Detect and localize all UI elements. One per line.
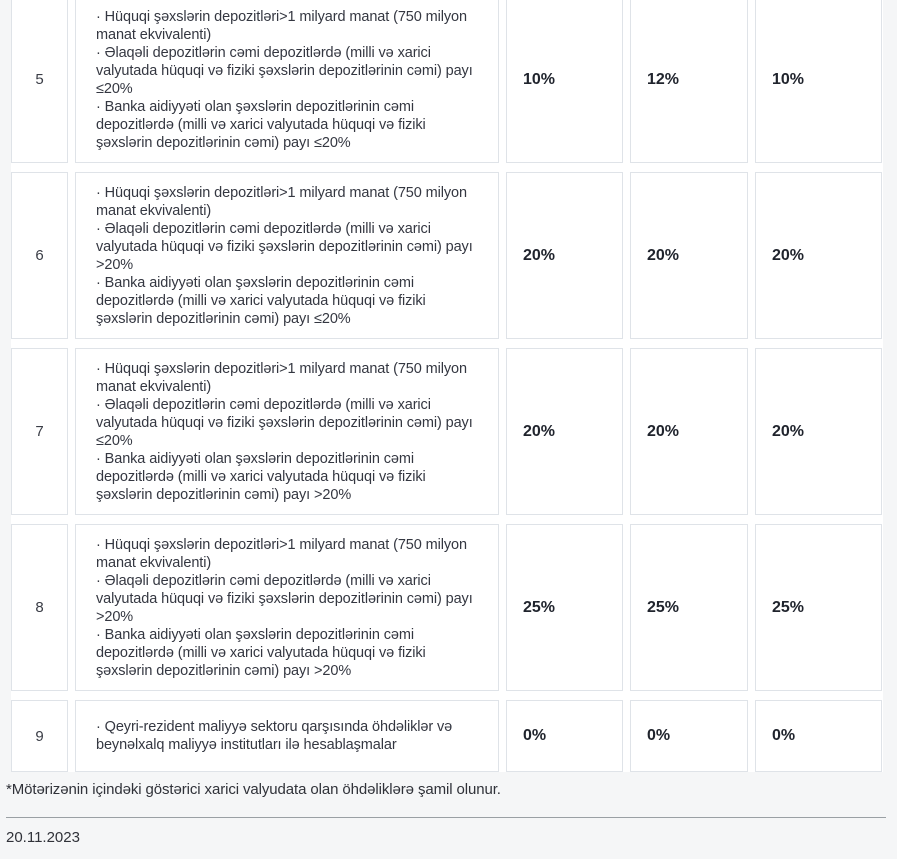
- criteria-bullet: · Əlaqəli depozitlərin cəmi depozitlərdə (milli və xarici valyutada hüquqi və fiziki şəxslərin depozitlərinin cəmi) payı >20%: [96, 572, 473, 625]
- rate-cell-1: 0%: [506, 700, 623, 772]
- criteria-bullet: · Banka aidiyyəti olan şəxslərin depozitlərinin cəmi depozitlərdə (milli və xarici valyutada hüquqi və fiziki şəxslərin depozitlərinin cəmi) payı >20%: [96, 626, 426, 679]
- rate-cell-3: 25%: [755, 524, 882, 691]
- rate-cell-1: 25%: [506, 524, 623, 691]
- criteria-bullet: · Əlaqəli depozitlərin cəmi depozitlərdə (milli və xarici valyutada hüquqi və fiziki şəxslərin depozitlərinin cəmi) payı ≤20%: [96, 44, 473, 97]
- rate-cell-3: 10%: [755, 0, 882, 163]
- row-number-cell: 8: [11, 524, 68, 691]
- criteria-bullet: · Banka aidiyyəti olan şəxslərin depozitlərinin cəmi depozitlərdə (milli və xarici valyutada hüquqi və fiziki şəxslərin depozitlərinin cəmi) payı >20%: [96, 450, 426, 503]
- rate-cell-2: 20%: [630, 172, 748, 339]
- criteria-bullet: · Hüquqi şəxslərin depozitləri>1 milyard manat (750 milyon manat ekvivalenti): [96, 184, 467, 219]
- row-number-cell: 9: [11, 700, 68, 772]
- row-number-cell: 7: [11, 348, 68, 515]
- section-divider: [6, 817, 886, 818]
- criteria-bullet: · Banka aidiyyəti olan şəxslərin depozitlərinin cəmi depozitlərdə (milli və xarici valyutada hüquqi və fiziki şəxslərin depozitlərinin cəmi) payı ≤20%: [96, 98, 426, 151]
- rate-cell-1: 20%: [506, 348, 623, 515]
- rate-cell-2: 0%: [630, 700, 748, 772]
- criteria-cell: [75, 0, 499, 163]
- rate-cell-3: 20%: [755, 172, 882, 339]
- criteria-cell: [75, 700, 499, 772]
- rate-cell-3: 20%: [755, 348, 882, 515]
- criteria-bullet: · Əlaqəli depozitlərin cəmi depozitlərdə (milli və xarici valyutada hüquqi və fiziki şəxslərin depozitlərinin cəmi) payı >20%: [96, 220, 473, 273]
- reserve-norms-table: [11, 0, 883, 772]
- row-number-cell: 6: [11, 172, 68, 339]
- rate-cell-1: 20%: [506, 172, 623, 339]
- rate-cell-2: 20%: [630, 348, 748, 515]
- criteria-bullet: · Hüquqi şəxslərin depozitləri>1 milyard manat (750 milyon manat ekvivalenti): [96, 360, 467, 395]
- rate-cell-3: 0%: [755, 700, 882, 772]
- criteria-bullet: · Əlaqəli depozitlərin cəmi depozitlərdə (milli və xarici valyutada hüquqi və fiziki şəxslərin depozitlərinin cəmi) payı ≤20%: [96, 396, 473, 449]
- publication-date: 20.11.2023: [6, 829, 80, 846]
- footnote-text: *Mötərizənin içindəki göstərici xarici valyudata olan öhdəliklərə şamil olunur.: [6, 781, 501, 798]
- criteria-bullet: · Hüquqi şəxslərin depozitləri>1 milyard manat (750 milyon manat ekvivalenti): [96, 8, 467, 43]
- rate-cell-2: 25%: [630, 524, 748, 691]
- criteria-cell: [75, 348, 499, 515]
- criteria-cell: [75, 524, 499, 691]
- criteria-bullet: · Hüquqi şəxslərin depozitləri>1 milyard manat (750 milyon manat ekvivalenti): [96, 536, 467, 571]
- rates-table-body: [11, 0, 883, 772]
- rate-cell-2: 12%: [630, 0, 748, 163]
- criteria-bullet: · Banka aidiyyəti olan şəxslərin depozitlərinin cəmi depozitlərdə (milli və xarici valyutada hüquqi və fiziki şəxslərin depozitlərinin cəmi) payı ≤20%: [96, 274, 426, 327]
- rate-cell-1: 10%: [506, 0, 623, 163]
- criteria-cell: [75, 172, 499, 339]
- criteria-bullet: · Qeyri-rezident maliyyə sektoru qarşısında öhdəliklər və beynəlxalq maliyyə institutları ilə hesablaşmalar: [96, 719, 453, 753]
- row-number-cell: 5: [11, 0, 68, 163]
